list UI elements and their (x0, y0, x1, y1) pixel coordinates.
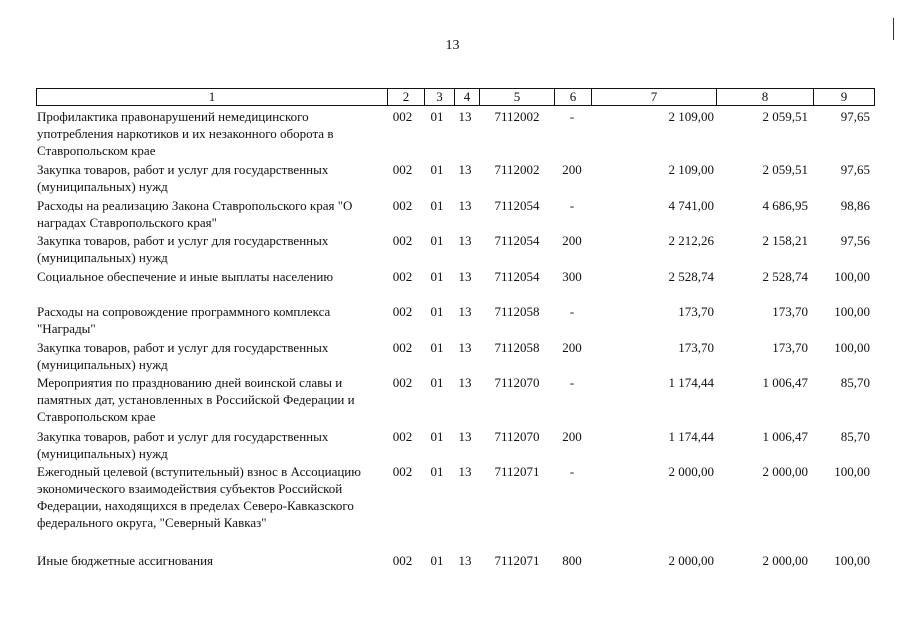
row-value-9: 97,56 (840, 233, 870, 248)
row-value-7: 2 528,74 (668, 269, 714, 284)
page-number: 13 (445, 38, 460, 53)
row-name: Закупка товаров, работ и услуг для государственных (муниципальных) нужд (37, 429, 329, 461)
row-value-7: 173,70 (678, 340, 714, 355)
row-code-3: 01 (430, 553, 444, 568)
column-header-5: 5 (480, 89, 555, 106)
row-value-9: 100,00 (834, 269, 870, 284)
row-value-7: 2 109,00 (668, 109, 714, 124)
row-name: Социальное обеспечение и иные выплаты населению (37, 269, 334, 284)
row-code-4: 13 (458, 269, 472, 284)
row-code-4: 13 (458, 198, 472, 213)
row-code-6: 800 (562, 553, 582, 568)
row-code-2: 002 (392, 429, 413, 444)
row-code-3: 01 (430, 375, 444, 390)
row-name: Мероприятия по празднованию дней воинской славы и памятных дат, установленных в Российской Федерации и Ставропольском крае (37, 375, 355, 424)
row-code-6: - (569, 109, 575, 124)
row-value-8: 4 686,95 (762, 198, 808, 213)
column-header-2: 2 (388, 89, 425, 106)
row-value-8: 2 158,21 (762, 233, 808, 248)
row-value-7: 173,70 (678, 304, 714, 319)
row-code-2: 002 (392, 198, 413, 213)
row-value-8: 173,70 (772, 340, 808, 355)
row-code-6: - (569, 198, 575, 213)
row-value-8: 2 528,74 (762, 269, 808, 284)
row-value-9: 100,00 (834, 553, 870, 568)
row-value-8: 2 000,00 (762, 464, 808, 479)
row-code-5: 7112002 (494, 109, 540, 124)
row-name: Закупка товаров, работ и услуг для государственных (муниципальных) нужд (37, 233, 329, 265)
column-header-row (36, 88, 875, 106)
row-value-8: 2 000,00 (762, 553, 808, 568)
row-value-9: 97,65 (840, 162, 870, 177)
row-code-4: 13 (458, 429, 472, 444)
column-header-7: 7 (592, 89, 717, 106)
row-value-9: 100,00 (834, 340, 870, 355)
row-code-3: 01 (430, 340, 444, 355)
scan-edge-mark (893, 18, 894, 40)
row-code-5: 7112070 (494, 375, 540, 390)
row-code-6: - (569, 304, 575, 319)
row-name: Расходы на сопровождение программного комплекса "Награды" (37, 304, 331, 336)
row-name: Закупка товаров, работ и услуг для государственных (муниципальных) нужд (37, 340, 329, 372)
row-code-3: 01 (430, 464, 444, 479)
row-code-2: 002 (392, 269, 413, 284)
row-value-8: 173,70 (772, 304, 808, 319)
row-code-6: - (569, 464, 575, 479)
row-value-9: 100,00 (834, 304, 870, 319)
column-header-9: 9 (814, 89, 875, 106)
row-code-3: 01 (430, 304, 444, 319)
row-code-2: 002 (392, 553, 413, 568)
row-code-5: 7112058 (494, 304, 540, 319)
row-code-5: 7112054 (494, 233, 540, 248)
row-code-4: 13 (458, 553, 472, 568)
row-value-7: 2 109,00 (668, 162, 714, 177)
row-code-3: 01 (430, 269, 444, 284)
row-code-6: 200 (562, 233, 582, 248)
row-value-9: 85,70 (840, 375, 870, 390)
row-code-4: 13 (458, 162, 472, 177)
row-code-6: 200 (562, 429, 582, 444)
row-code-2: 002 (392, 464, 413, 479)
row-code-5: 7112071 (494, 464, 540, 479)
row-value-7: 1 174,44 (668, 429, 714, 444)
row-name: Закупка товаров, работ и услуг для государственных (муниципальных) нужд (37, 162, 329, 194)
row-value-9: 100,00 (834, 464, 870, 479)
row-code-4: 13 (458, 233, 472, 248)
row-code-4: 13 (458, 464, 472, 479)
row-code-4: 13 (458, 340, 472, 355)
row-code-2: 002 (392, 340, 413, 355)
row-name: Расходы на реализацию Закона Ставропольского края "О наградах Ставропольского края" (37, 198, 353, 230)
row-name: Ежегодный целевой (вступительный) взнос в Ассоциацию экономического взаимодействия субъектов Российской Федерации, находящихся в пределах Северо-Кавказского федерального округа, "Северный Кавказ" (37, 464, 361, 530)
row-value-8: 2 059,51 (762, 109, 808, 124)
row-code-5: 7112054 (494, 269, 540, 284)
row-code-6: 300 (562, 269, 582, 284)
row-code-5: 7112058 (494, 340, 540, 355)
row-code-4: 13 (458, 109, 472, 124)
row-code-3: 01 (430, 233, 444, 248)
row-code-5: 7112002 (494, 162, 540, 177)
row-name: Профилактика правонарушений немедицинского употребления наркотиков и их незаконного оборота в Ставропольском крае (37, 109, 334, 158)
row-code-3: 01 (430, 109, 444, 124)
row-code-3: 01 (430, 162, 444, 177)
row-value-9: 85,70 (840, 429, 870, 444)
column-header-1: 1 (37, 89, 388, 106)
row-code-2: 002 (392, 304, 413, 319)
row-value-9: 98,86 (840, 198, 870, 213)
row-value-7: 2 212,26 (668, 233, 714, 248)
row-code-6: 200 (562, 340, 582, 355)
column-header-6: 6 (555, 89, 592, 106)
row-code-6: - (569, 375, 575, 390)
row-value-8: 1 006,47 (762, 375, 808, 390)
row-code-4: 13 (458, 304, 472, 319)
row-value-7: 4 741,00 (668, 198, 714, 213)
column-header-3: 3 (425, 89, 455, 106)
row-code-3: 01 (430, 429, 444, 444)
row-value-9: 97,65 (840, 109, 870, 124)
row-value-7: 1 174,44 (668, 375, 714, 390)
column-header-8: 8 (717, 89, 814, 106)
row-code-2: 002 (392, 162, 413, 177)
row-name: Иные бюджетные ассигнования (37, 553, 214, 568)
row-code-3: 01 (430, 198, 444, 213)
row-value-7: 2 000,00 (668, 464, 714, 479)
row-code-4: 13 (458, 375, 472, 390)
row-value-8: 1 006,47 (762, 429, 808, 444)
row-code-2: 002 (392, 233, 413, 248)
row-code-5: 7112070 (494, 429, 540, 444)
row-value-8: 2 059,51 (762, 162, 808, 177)
row-code-2: 002 (392, 375, 413, 390)
row-code-6: 200 (562, 162, 582, 177)
row-code-2: 002 (392, 109, 413, 124)
row-value-7: 2 000,00 (668, 553, 714, 568)
row-code-5: 7112071 (494, 553, 540, 568)
row-code-5: 7112054 (494, 198, 540, 213)
column-header-4: 4 (455, 89, 480, 106)
